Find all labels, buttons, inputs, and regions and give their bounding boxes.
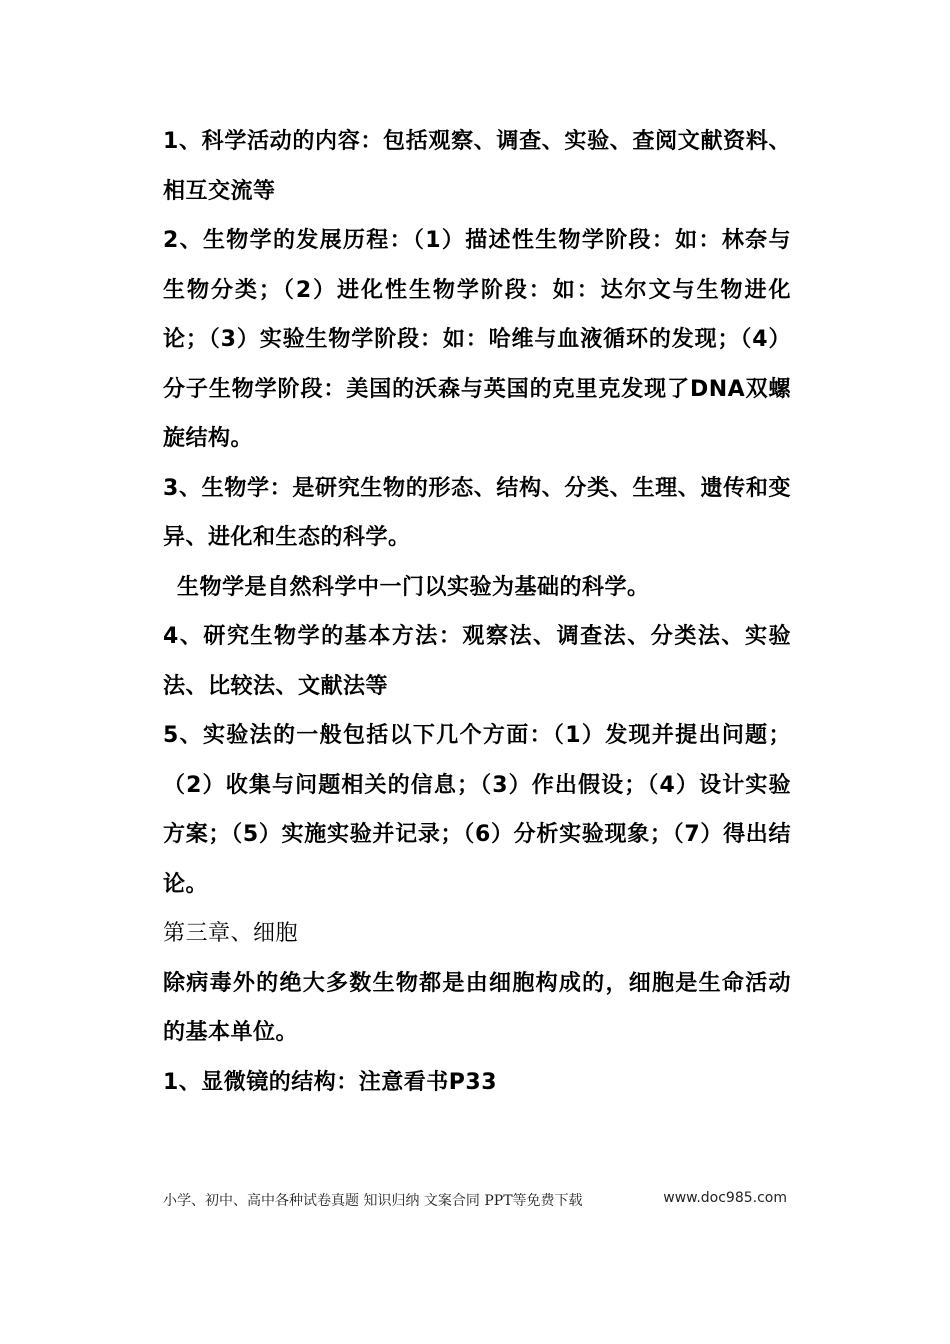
paragraph-biology-experimental: 生物学是自然科学中一门以实验为基础的科学。 bbox=[177, 574, 650, 600]
document-body bbox=[163, 117, 791, 1107]
paragraph-biology-history: 2、生物学的发展历程：（1）描述性生物学阶段：如：林奈与生物分类；（2）进化性生物学阶段：如：达尔文与生物进化论；（3）实验生物学阶段：如：哈维与血液循环的发现；（4）分子生物学阶段：美国的沃森与英国的克里克发现了DNA双螺旋结构。 bbox=[163, 228, 791, 451]
footer-slogan: 小学、初中、高中各种试卷真题 知识归纳 文案合同 PPT等免费下载 bbox=[163, 1193, 583, 1209]
paragraph-microscope: 1、显微镜的结构：注意看书P33 bbox=[163, 1069, 498, 1095]
paragraph-science-activities: 1、科学活动的内容：包括观察、调查、实验、查阅文献资料、相互交流等 bbox=[163, 129, 791, 204]
chapter-heading: 第三章、细胞 bbox=[163, 921, 299, 946]
page-footer bbox=[163, 1190, 791, 1214]
footer-website-link[interactable]: www.doc985.com bbox=[663, 1190, 787, 1206]
paragraph-biology-definition: 3、生物学：是研究生物的形态、结构、分类、生理、遗传和变异、进化和生态的科学。 bbox=[163, 475, 791, 550]
paragraph-experiment-steps: 5、实验法的一般包括以下几个方面：（1）发现并提出问题；（2）收集与问题相关的信息；（3）作出假设；（4）设计实验方案；（5）实施实验并记录；（6）分析实验现象；（7）得出结论。 bbox=[163, 723, 791, 897]
paragraph-cell-unit: 除病毒外的绝大多数生物都是由细胞构成的，细胞是生命活动的基本单位。 bbox=[163, 970, 791, 1045]
paragraph-research-methods: 4、研究生物学的基本方法：观察法、调查法、分类法、实验法、比较法、文献法等 bbox=[163, 624, 791, 699]
